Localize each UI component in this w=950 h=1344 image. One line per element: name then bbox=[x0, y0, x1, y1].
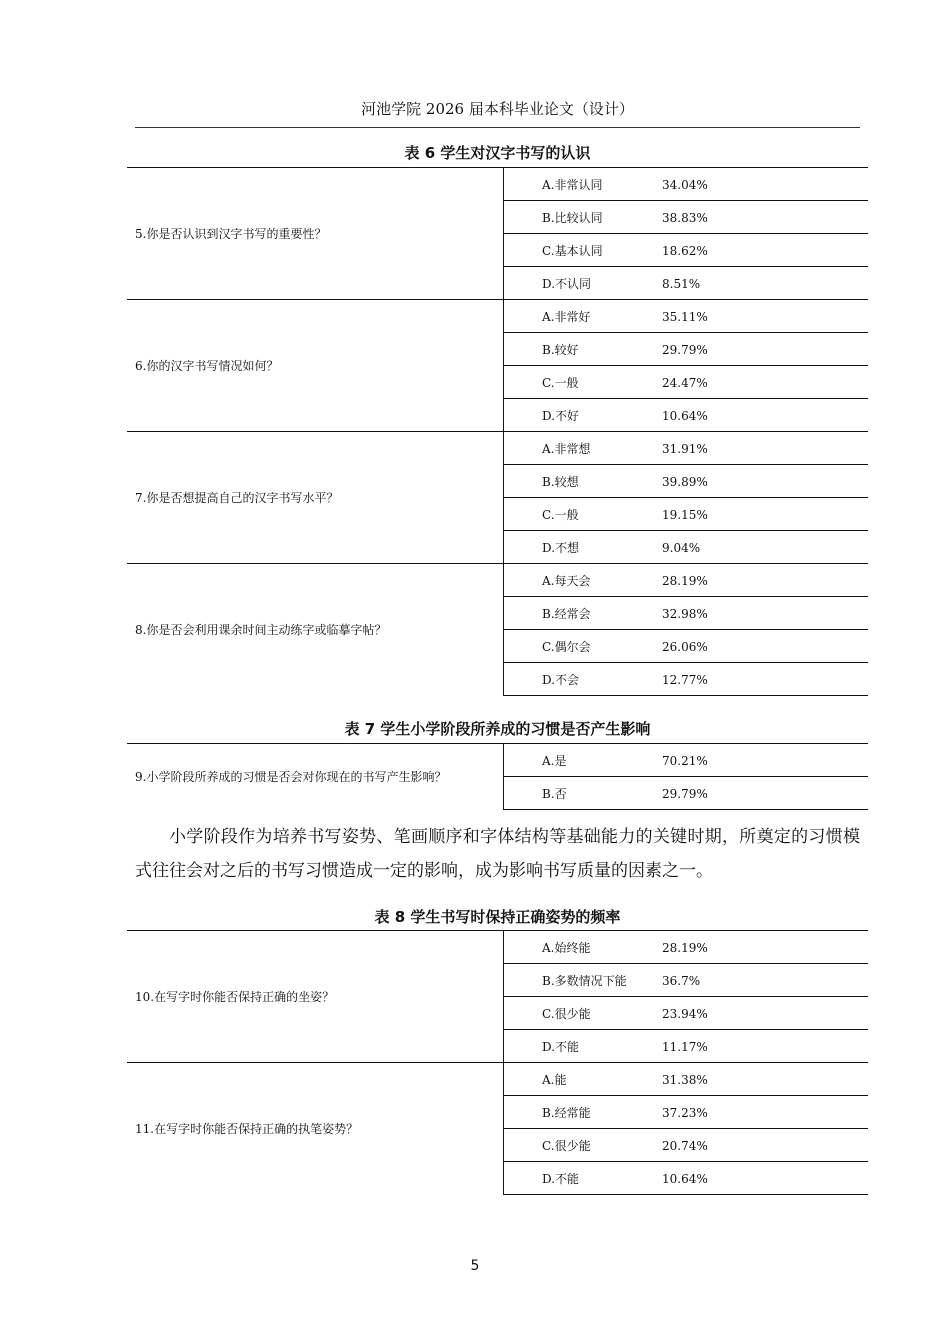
option-label: D.不好 bbox=[542, 408, 580, 423]
option-percentage: 38.83% bbox=[662, 210, 708, 225]
option-cell bbox=[504, 1162, 869, 1195]
option-label: B.否 bbox=[542, 786, 567, 801]
option-percentage: 36.7% bbox=[662, 973, 701, 988]
option-cell bbox=[504, 964, 869, 997]
option-cell bbox=[504, 498, 869, 531]
option-label: C.很少能 bbox=[542, 1138, 591, 1153]
table-8-caption: 表 8 学生书写时保持正确姿势的频率 bbox=[374, 908, 621, 926]
option-label: D.不能 bbox=[542, 1171, 580, 1186]
option-label: A.非常想 bbox=[542, 441, 591, 456]
option-cell bbox=[504, 663, 869, 696]
option-label: C.基本认同 bbox=[542, 243, 603, 258]
table-6-caption: 表 6 学生对汉字书写的认识 bbox=[404, 144, 591, 162]
option-percentage: 10.64% bbox=[662, 1171, 708, 1186]
question-text: 6.你的汉字书写情况如何？ bbox=[127, 300, 504, 432]
option-label: C.一般 bbox=[542, 507, 579, 522]
option-percentage: 12.77% bbox=[662, 672, 708, 687]
option-label: B.较好 bbox=[542, 342, 579, 357]
option-cell bbox=[504, 931, 869, 964]
option-cell bbox=[504, 1096, 869, 1129]
body-paragraph: 小学阶段作为培养书写姿势、笔画顺序和字体结构等基础能力的关键时期，所奠定的习惯模式往往会对之后的书写习惯造成一定的影响，成为影响书写质量的因素之一。 bbox=[135, 827, 860, 881]
option-cell bbox=[504, 744, 869, 777]
option-percentage: 37.23% bbox=[662, 1105, 708, 1120]
option-cell bbox=[504, 1063, 869, 1096]
table-8 bbox=[127, 930, 868, 1195]
option-cell bbox=[504, 564, 869, 597]
option-percentage: 70.21% bbox=[662, 753, 708, 768]
option-cell bbox=[504, 267, 869, 300]
option-percentage: 11.17% bbox=[662, 1039, 708, 1054]
option-percentage: 28.19% bbox=[662, 573, 708, 588]
option-percentage: 35.11% bbox=[662, 309, 708, 324]
option-cell bbox=[504, 597, 869, 630]
option-cell bbox=[504, 366, 869, 399]
table-row bbox=[127, 564, 868, 597]
option-label: C.偶尔会 bbox=[542, 639, 591, 654]
option-label: A.始终能 bbox=[542, 940, 591, 955]
option-label: B.多数情况下能 bbox=[542, 973, 627, 988]
option-percentage: 10.64% bbox=[662, 408, 708, 423]
option-cell bbox=[504, 432, 869, 465]
option-cell bbox=[504, 1030, 869, 1063]
option-percentage: 28.19% bbox=[662, 940, 708, 955]
option-label: A.非常认同 bbox=[542, 177, 603, 192]
option-cell bbox=[504, 168, 869, 201]
question-text: 10.在写字时你能否保持正确的坐姿？ bbox=[127, 931, 504, 1063]
option-label: C.一般 bbox=[542, 375, 579, 390]
option-cell bbox=[504, 777, 869, 810]
question-text: 7.你是否想提高自己的汉字书写水平？ bbox=[127, 432, 504, 564]
option-label: B.比较认同 bbox=[542, 210, 603, 225]
table-row bbox=[127, 432, 868, 465]
option-cell bbox=[504, 234, 869, 267]
option-percentage: 32.98% bbox=[662, 606, 708, 621]
option-percentage: 23.94% bbox=[662, 1006, 708, 1021]
table-row bbox=[127, 744, 868, 777]
question-text: 9.小学阶段所养成的习惯是否会对你现在的书写产生影响？ bbox=[127, 744, 504, 810]
option-percentage: 19.15% bbox=[662, 507, 708, 522]
option-label: D.不认同 bbox=[542, 276, 592, 291]
option-cell bbox=[504, 333, 869, 366]
page-number: 5 bbox=[470, 1258, 480, 1274]
option-label: A.能 bbox=[542, 1072, 567, 1087]
option-cell bbox=[504, 1129, 869, 1162]
option-percentage: 31.91% bbox=[662, 441, 708, 456]
option-label: A.非常好 bbox=[542, 309, 591, 324]
option-percentage: 20.74% bbox=[662, 1138, 708, 1153]
option-percentage: 24.47% bbox=[662, 375, 708, 390]
table-7 bbox=[127, 743, 868, 810]
table-row bbox=[127, 300, 868, 333]
option-cell bbox=[504, 201, 869, 234]
option-cell bbox=[504, 399, 869, 432]
option-cell bbox=[504, 997, 869, 1030]
table-row bbox=[127, 168, 868, 201]
option-percentage: 26.06% bbox=[662, 639, 708, 654]
option-label: B.经常会 bbox=[542, 606, 591, 621]
option-label: B.经常能 bbox=[542, 1105, 591, 1120]
option-percentage: 34.04% bbox=[662, 177, 708, 192]
option-label: A.是 bbox=[542, 753, 567, 768]
option-percentage: 29.79% bbox=[662, 786, 708, 801]
question-text: 11.在写字时你能否保持正确的执笔姿势？ bbox=[127, 1063, 504, 1195]
table-7-caption: 表 7 学生小学阶段所养成的习惯是否产生影响 bbox=[344, 720, 651, 738]
option-percentage: 31.38% bbox=[662, 1072, 708, 1087]
option-cell bbox=[504, 531, 869, 564]
option-label: C.很少能 bbox=[542, 1006, 591, 1021]
option-percentage: 8.51% bbox=[662, 276, 701, 291]
option-cell bbox=[504, 465, 869, 498]
table-row bbox=[127, 1063, 868, 1096]
option-percentage: 18.62% bbox=[662, 243, 708, 258]
option-label: D.不会 bbox=[542, 672, 580, 687]
table-row bbox=[127, 931, 868, 964]
table-6 bbox=[127, 167, 868, 696]
question-text: 8.你是否会利用课余时间主动练字或临摹字帖？ bbox=[127, 564, 504, 696]
option-cell bbox=[504, 300, 869, 333]
option-label: D.不能 bbox=[542, 1039, 580, 1054]
question-text: 5.你是否认识到汉字书写的重要性？ bbox=[127, 168, 504, 300]
page-header: 河池学院 2026 届本科毕业论文（设计） bbox=[135, 98, 860, 128]
option-percentage: 9.04% bbox=[662, 540, 701, 555]
option-label: A.每天会 bbox=[542, 573, 591, 588]
option-label: B.较想 bbox=[542, 474, 579, 489]
option-cell bbox=[504, 630, 869, 663]
option-percentage: 29.79% bbox=[662, 342, 708, 357]
option-label: D.不想 bbox=[542, 540, 580, 555]
option-percentage: 39.89% bbox=[662, 474, 708, 489]
